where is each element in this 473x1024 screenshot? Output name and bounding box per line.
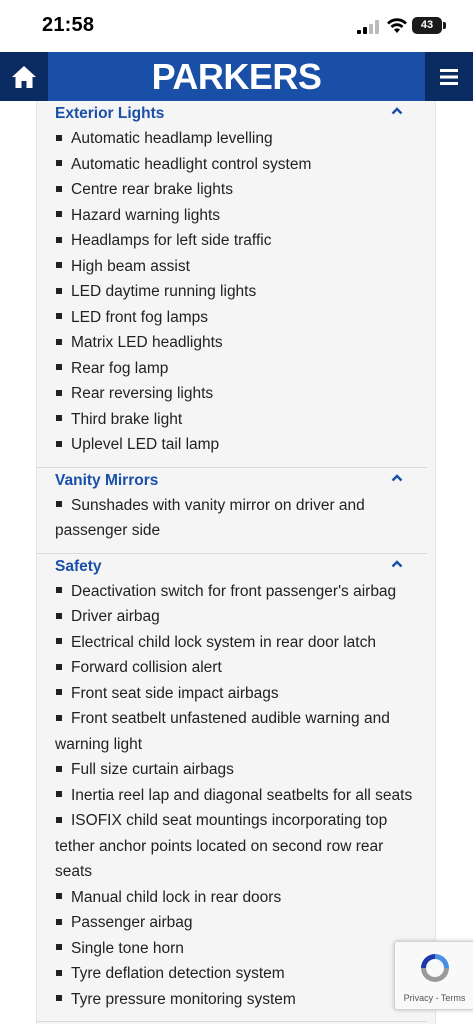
list-item-text: Sunshades with vanity mirror on driver and passenger side: [55, 496, 365, 539]
spec-list: [55, 579, 427, 1013]
bullet-icon: [56, 441, 62, 447]
bullet-icon: [56, 587, 62, 593]
list-item: [55, 987, 427, 1013]
list-item: [55, 228, 427, 254]
list-item: [55, 126, 427, 152]
list-item-text: LED front fog lamps: [71, 308, 208, 326]
list-item-text: Hazard warning lights: [71, 206, 221, 224]
recaptcha-icon: [417, 950, 453, 986]
chevron-up-icon[interactable]: [391, 473, 403, 483]
bullet-icon: [56, 339, 62, 345]
list-item-text: Automatic headlight control system: [71, 155, 312, 173]
bullet-icon: [56, 715, 62, 721]
spec-content: [0, 101, 473, 1024]
bullet-icon: [56, 638, 62, 644]
bullet-icon: [56, 262, 62, 268]
bullet-icon: [56, 613, 62, 619]
list-item-text: Matrix LED headlights: [71, 334, 223, 351]
bullet-icon: [56, 995, 62, 1001]
list-item: [55, 493, 427, 544]
section-header[interactable]: [55, 468, 427, 493]
list-item: [55, 757, 427, 783]
list-item-text: Tyre pressure monitoring system: [71, 990, 296, 1008]
bullet-icon: [56, 390, 62, 396]
section-title[interactable]: Safety: [55, 557, 102, 575]
bullet-icon: [56, 689, 62, 695]
spec-section: [37, 554, 427, 1023]
list-item: [55, 305, 427, 331]
list-item: [55, 681, 427, 707]
list-item: [55, 910, 427, 936]
list-item: [55, 356, 427, 382]
list-item-text: Rear fog lamp: [71, 359, 169, 377]
list-item: [55, 936, 427, 962]
list-item: [55, 579, 427, 605]
list-item: [55, 961, 427, 987]
list-item: [55, 407, 427, 433]
list-item: [55, 152, 427, 178]
bullet-icon: [56, 919, 62, 925]
hamburger-menu-icon: [440, 69, 458, 85]
list-item: [55, 330, 427, 356]
list-item: [55, 604, 427, 630]
list-item-text: Front seatbelt unfastened audible warning and warning light: [55, 710, 390, 753]
list-item-text: LED daytime running lights: [71, 283, 257, 300]
list-item-text: Headlamps for left side traffic: [71, 232, 272, 249]
cellular-signal-icon: [357, 20, 379, 34]
list-item-text: Uplevel LED tail lamp: [71, 436, 220, 453]
list-item-text: Forward collision alert: [71, 659, 222, 676]
list-item-text: Centre rear brake lights: [71, 181, 233, 198]
recaptcha-links[interactable]: Privacy - Terms: [403, 993, 466, 1003]
bullet-icon: [56, 288, 62, 294]
list-item: [55, 432, 427, 458]
list-item: [55, 630, 427, 656]
chevron-up-icon[interactable]: [391, 559, 403, 569]
list-item-text: Automatic headlamp levelling: [71, 130, 273, 147]
list-item-text: Electrical child lock system in rear door latch: [71, 633, 376, 651]
status-time: 21:58: [42, 14, 95, 36]
battery-cap: [443, 22, 446, 29]
wifi-icon: [386, 17, 408, 34]
bullet-icon: [56, 237, 62, 243]
bullet-icon: [56, 791, 62, 797]
battery-indicator: 43: [412, 17, 442, 34]
list-item: [55, 783, 427, 809]
list-item: [55, 885, 427, 911]
list-item-text: Driver airbag: [71, 608, 160, 625]
list-item-text: Front seat side impact airbags: [71, 684, 279, 702]
bullet-icon: [56, 160, 62, 166]
spec-list: [55, 493, 427, 544]
list-item-text: High beam assist: [71, 257, 190, 275]
list-item: [55, 203, 427, 229]
list-item: [55, 254, 427, 280]
bullet-icon: [56, 817, 62, 823]
list-item-text: Manual child lock in rear doors: [71, 888, 282, 906]
spec-card: [36, 101, 436, 1024]
menu-button[interactable]: [425, 52, 473, 101]
list-item-text: Inertia reel lap and diagonal seatbelts for all seats: [71, 786, 413, 804]
section-title[interactable]: Exterior Lights: [55, 105, 165, 122]
bullet-icon: [56, 766, 62, 772]
list-item-text: Passenger airbag: [71, 914, 193, 931]
bullet-icon: [56, 364, 62, 370]
bullet-icon: [56, 893, 62, 899]
list-item: [55, 381, 427, 407]
spec-section: [37, 468, 427, 554]
bullet-icon: [56, 186, 62, 192]
list-item-text: ISOFIX child seat mountings incorporating top tether anchor points located on second row rear seats: [55, 812, 388, 880]
home-button[interactable]: [0, 52, 48, 101]
bullet-icon: [56, 313, 62, 319]
status-bar: [0, 0, 473, 52]
site-logo[interactable]: PARKERS: [151, 56, 322, 97]
spec-list: [55, 126, 427, 458]
list-item-text: Deactivation switch for front passenger's airbag: [71, 582, 397, 600]
chevron-up-icon[interactable]: [391, 106, 403, 116]
list-item: [55, 655, 427, 681]
home-icon: [11, 65, 37, 89]
list-item-text: Tyre deflation detection system: [71, 965, 285, 982]
site-header: [0, 52, 473, 101]
bullet-icon: [56, 501, 62, 507]
recaptcha-badge[interactable]: [394, 941, 473, 1010]
list-item-text: Full size curtain airbags: [71, 761, 234, 778]
list-item-text: Single tone horn: [71, 939, 184, 957]
list-item: [55, 808, 427, 885]
list-item: [55, 706, 427, 757]
bullet-icon: [56, 211, 62, 217]
bullet-icon: [56, 135, 62, 141]
list-item: [55, 279, 427, 305]
section-header[interactable]: [55, 554, 427, 579]
section-title[interactable]: Vanity Mirrors: [55, 471, 159, 489]
bullet-icon: [56, 415, 62, 421]
spec-section: [37, 101, 427, 468]
section-header[interactable]: [55, 101, 427, 126]
bullet-icon: [56, 664, 62, 670]
list-item-text: Rear reversing lights: [71, 385, 214, 402]
list-item: [55, 177, 427, 203]
bullet-icon: [56, 970, 62, 976]
list-item-text: Third brake light: [71, 410, 183, 428]
bullet-icon: [56, 944, 62, 950]
